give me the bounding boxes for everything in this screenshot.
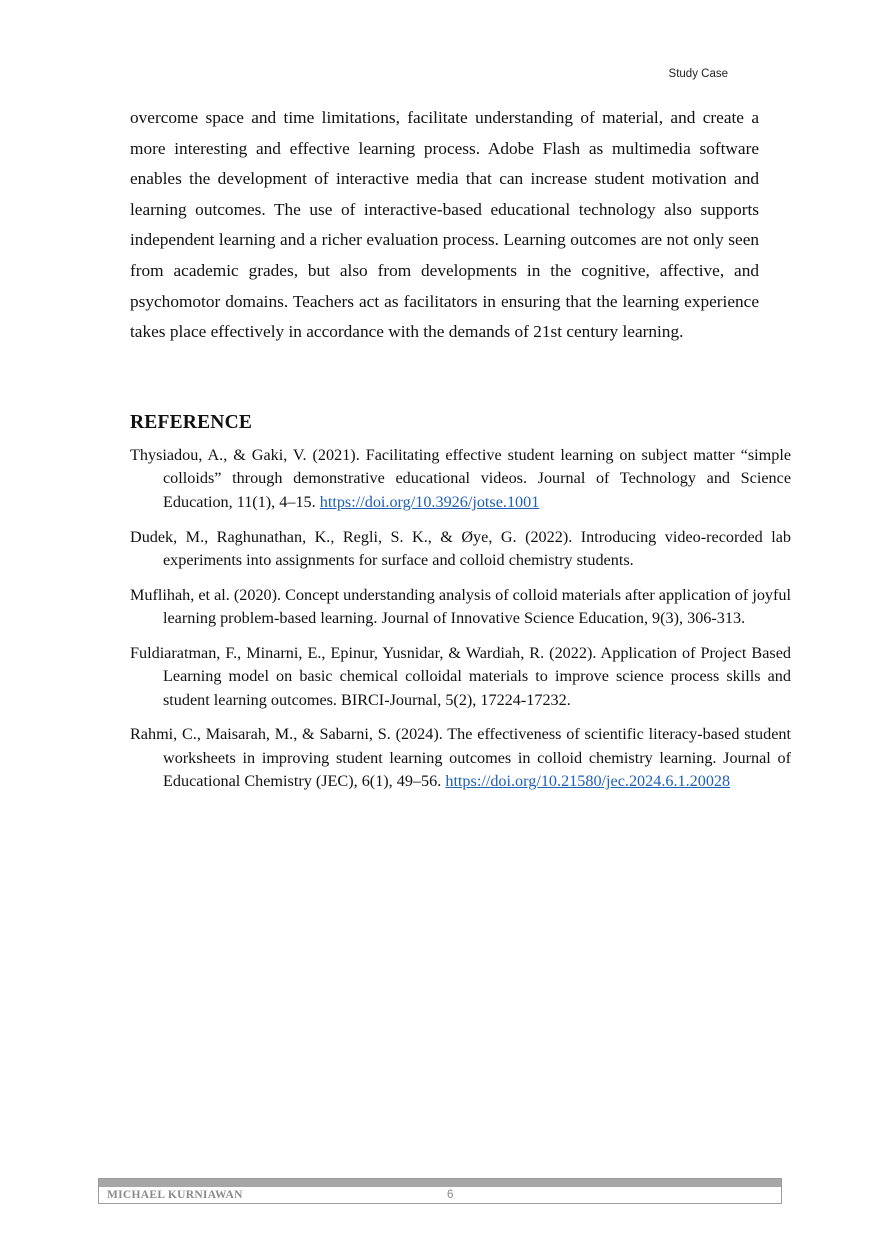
reference-item-dudek [130,526,791,573]
running-title: Study Case [668,68,728,80]
footer-author: MICHAEL KURNIAWAN [107,1189,243,1201]
page-footer [98,1178,782,1204]
page-number: 6 [447,1189,454,1201]
reference-heading: REFERENCE [130,412,253,433]
reference-doi-link[interactable]: https://doi.org/10.21580/jec.2024.6.1.20028 [445,772,731,791]
reference-item-rahmi [130,723,791,793]
reference-item-fuldiaratman [130,642,791,712]
reference-text: Muflihah, et al. (2020). Concept understanding analysis of colloid materials after application of joyful learning problem-based learning. Journal of Innovative Science Education, 9(3), 306-313. [130,585,791,628]
reference-item-thysiadou [130,444,791,514]
reference-text: Rahmi, C., Maisarah, M., & Sabarni, S. (2024). The effectiveness of scientific literacy-based student worksheets in improving student learning outcomes in colloid chemistry learning. Journal of Educational Chemistry (JEC), 6(1), 49–56. [130,725,791,791]
footer-stripe [99,1179,781,1187]
reference-text: Thysiadou, A., & Gaki, V. (2021). Facilitating effective student learning on subject matter “simple colloids” through demonstrative educational videos. Journal of Technology and Science Education, 11(1), 4–15. [130,446,791,511]
body-paragraph: overcome space and time limitations, facilitate understanding of material, and create a more interesting and effective learning process. Adobe Flash as multimedia software enables the development of interactive media that can increase student motivation and learning outcomes. The use of interactive-based educational technology also supports independent learning and a richer evaluation process. Learning outcomes are not only seen from academic grades, but also from developments in the cognitive, affective, and psychomotor domains. Teachers act as facilitators in ensuring that the learning experience takes place effectively in accordance with the demands of 21st century learning. [130,108,759,342]
reference-list [130,444,791,805]
reference-text: Fuldiaratman, F., Minarni, E., Epinur, Yusnidar, & Wardiah, R. (2022). Application of Project Based Learning model on basic chemical colloidal materials to improve science process skills and student learning outcomes. BIRCI-Journal, 5(2), 17224-17232. [130,643,791,709]
reference-doi-link[interactable]: https://doi.org/10.3926/jotse.1001 [319,492,540,511]
reference-text: Dudek, M., Raghunathan, K., Regli, S. K., & Øye, G. (2022). Introducing video-recorded lab experiments into assignments for surface and colloid chemistry students. [130,527,791,569]
reference-item-muflihah [130,584,791,631]
